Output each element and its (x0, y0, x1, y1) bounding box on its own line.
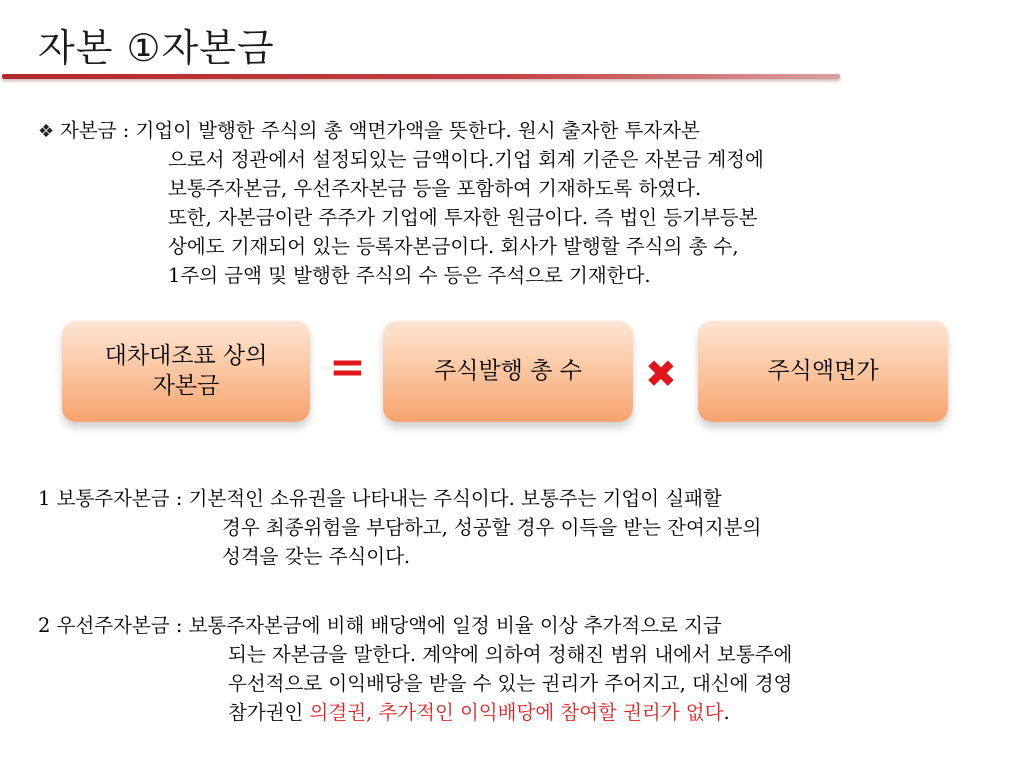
box-label: 주식액면가 (767, 358, 879, 384)
paragraph-line: 2 우선주자본금 : 보통주자본금에 비해 배당액에 일정 비율 이상 추가적으로 지급 (38, 614, 722, 637)
equals-icon: = (329, 342, 366, 393)
slide-title: 자본 ①자본금 (38, 26, 275, 70)
definition-text: 자본금 : 기업이 발행한 주식의 총 액면가액을 뜻한다. 원시 출자한 투자자본 (60, 119, 700, 142)
title-underline (2, 74, 840, 79)
highlight-text: 의결권, 추가적인 이익배당에 참여할 권리가 없다 (309, 701, 724, 724)
box-label: 대차대조표 상의 (104, 343, 268, 369)
line-prefix: 참가권인 (228, 701, 310, 724)
definition-line: 상에도 기재되어 있는 등록자본금이다. 회사가 발행할 주식의 총 수, (168, 235, 739, 258)
paragraph-line: 우선적으로 이익배당을 받을 수 있는 권리가 주어지고, 대신에 경영 (228, 672, 793, 695)
common-stock-paragraph (38, 484, 761, 571)
diamond-bullet-icon: ❖ (38, 121, 55, 142)
definition-line: 또한, 자본금이란 주주가 기업에 투자한 원금이다. 즉 법인 등기부등본 (168, 206, 758, 229)
paragraph-line (38, 698, 792, 727)
box-label: 자본금 (152, 373, 220, 399)
definition-line (38, 116, 764, 145)
definition-line: 1주의 금액 및 발행한 주식의 수 등은 주석으로 기재한다. (168, 264, 651, 287)
paragraph-line: 되는 자본금을 말한다. 계약에 의하여 정해진 범위 내에서 보통주에 (228, 643, 793, 666)
capital-definition (38, 116, 764, 290)
line-suffix: . (723, 701, 730, 724)
definition-line: 으로서 정관에서 설정되있는 금액이다.기업 회계 기준은 자본금 계정에 (168, 148, 764, 171)
paragraph-line: 경우 최종위험을 부담하고, 성공할 경우 이득을 받는 잔여지분의 (222, 516, 762, 539)
paragraph-line: 1 보통주자본금 : 기본적인 소유권을 나타내는 주식이다. 보통주는 기업이 실패할 (38, 487, 722, 510)
definition-line: 보통주자본금, 우선주자본금 등을 포함하여 기재하도록 하였다. (168, 177, 702, 200)
box-label: 주식발행 총 수 (434, 358, 582, 384)
multiply-icon: ✖ (645, 352, 677, 396)
shares-issued-box (383, 320, 633, 422)
balance-sheet-capital-box (62, 320, 310, 422)
par-value-box (698, 320, 948, 422)
preferred-stock-paragraph (38, 611, 792, 727)
paragraph-line: 성격을 갖는 주식이다. (222, 545, 411, 568)
